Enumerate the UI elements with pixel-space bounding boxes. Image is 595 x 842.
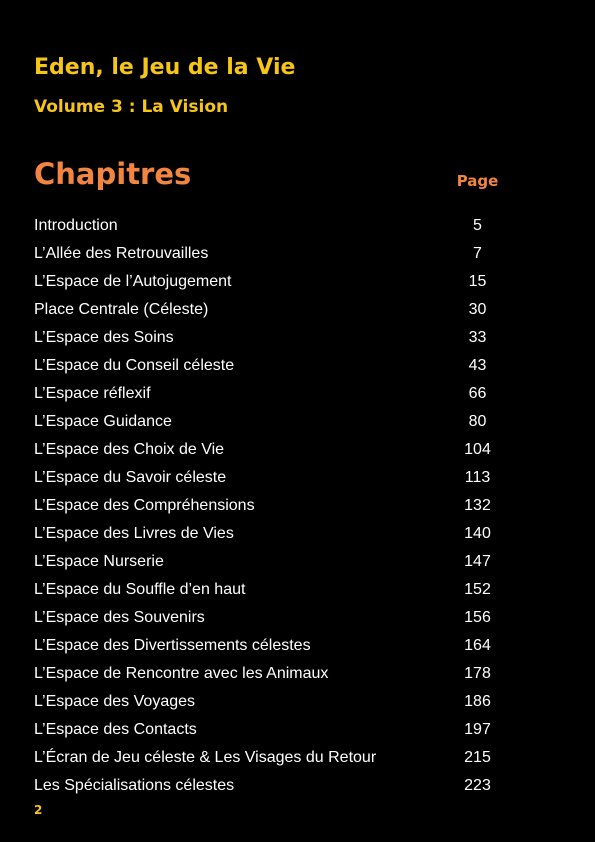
- toc-entry-title: L’Espace du Conseil céleste: [34, 357, 235, 374]
- toc-entry-page: 186: [464, 693, 491, 710]
- toc-entry-title: L’Espace de l’Autojugement: [34, 273, 232, 290]
- toc-entry-title: L’Espace des Contacts: [34, 721, 197, 738]
- toc-entry[interactable]: [34, 576, 554, 604]
- toc-entry-title: L’Écran de Jeu céleste & Les Visages du Retour: [34, 749, 377, 766]
- toc-entry[interactable]: [34, 632, 554, 660]
- toc-entry-title: Place Centrale (Céleste): [34, 301, 209, 318]
- toc-entry[interactable]: [34, 492, 554, 520]
- toc-entry-page: 7: [473, 245, 482, 262]
- toc-entry[interactable]: [34, 548, 554, 576]
- toc-page-column-heading: Page: [456, 172, 499, 190]
- toc-entry[interactable]: [34, 324, 554, 352]
- toc-entry[interactable]: [34, 436, 554, 464]
- toc-entry[interactable]: [34, 520, 554, 548]
- table-of-contents: [34, 212, 554, 800]
- toc-entry[interactable]: [34, 240, 554, 268]
- toc-entry-title: Introduction: [34, 217, 118, 234]
- toc-entry-page: 15: [468, 273, 487, 290]
- toc-entry-title: L’Espace Nurserie: [34, 553, 164, 570]
- toc-entry-page: 5: [473, 217, 482, 234]
- toc-entry-title: L’Espace Guidance: [34, 413, 172, 430]
- toc-entry-page: 30: [468, 301, 487, 318]
- toc-entry-page: 140: [464, 525, 491, 542]
- toc-entry-title: L’Espace des Voyages: [34, 693, 196, 710]
- toc-entry-page: 215: [464, 749, 491, 766]
- toc-entry-page: 223: [464, 777, 491, 794]
- toc-entry-page: 104: [464, 441, 491, 458]
- toc-entry-title: L’Espace du Souffle d’en haut: [34, 581, 246, 598]
- toc-entry-page: 80: [468, 413, 487, 430]
- toc-entry[interactable]: [34, 716, 554, 744]
- toc-entry[interactable]: [34, 212, 554, 240]
- toc-entry-page: 33: [468, 329, 487, 346]
- toc-entry-title: L’Espace du Savoir céleste: [34, 469, 227, 486]
- toc-entry-page: 43: [468, 357, 487, 374]
- toc-entry-title: Les Spécialisations célestes: [34, 777, 235, 794]
- toc-entry-title: L’Allée des Retrouvailles: [34, 245, 209, 262]
- toc-entry-title: L’Espace des Choix de Vie: [34, 441, 225, 458]
- toc-entry-page: 66: [468, 385, 487, 402]
- page-number: 2: [34, 803, 43, 817]
- toc-entry[interactable]: [34, 296, 554, 324]
- toc-entry-title: L’Espace des Souvenirs: [34, 609, 205, 626]
- toc-entry-page: 164: [464, 637, 491, 654]
- toc-entry[interactable]: [34, 268, 554, 296]
- toc-entry[interactable]: [34, 772, 554, 800]
- toc-entry-title: L’Espace réflexif: [34, 385, 151, 402]
- toc-entry-title: L’Espace des Compréhensions: [34, 497, 255, 514]
- toc-entry-title: L’Espace de Rencontre avec les Animaux: [34, 665, 329, 682]
- toc-entry-page: 156: [464, 609, 491, 626]
- toc-entry[interactable]: [34, 604, 554, 632]
- toc-entry[interactable]: [34, 688, 554, 716]
- toc-entry-page: 132: [464, 497, 491, 514]
- toc-entry-page: 113: [464, 469, 491, 486]
- toc-entry-page: 197: [464, 721, 491, 738]
- toc-entry-page: 147: [464, 553, 491, 570]
- toc-heading: Chapitres: [34, 157, 192, 191]
- toc-entry[interactable]: [34, 380, 554, 408]
- toc-entry[interactable]: [34, 660, 554, 688]
- toc-entry-title: L’Espace des Soins: [34, 329, 174, 346]
- book-title: Eden, le Jeu de la Vie: [34, 55, 296, 80]
- toc-entry-page: 152: [464, 581, 491, 598]
- book-subtitle: Volume 3 : La Vision: [34, 97, 229, 117]
- toc-entry[interactable]: [34, 744, 554, 772]
- toc-entry[interactable]: [34, 464, 554, 492]
- toc-entry-page: 178: [464, 665, 491, 682]
- toc-entry-title: L’Espace des Divertissements célestes: [34, 637, 311, 654]
- toc-entry[interactable]: [34, 352, 554, 380]
- toc-entry[interactable]: [34, 408, 554, 436]
- toc-entry-title: L’Espace des Livres de Vies: [34, 525, 234, 542]
